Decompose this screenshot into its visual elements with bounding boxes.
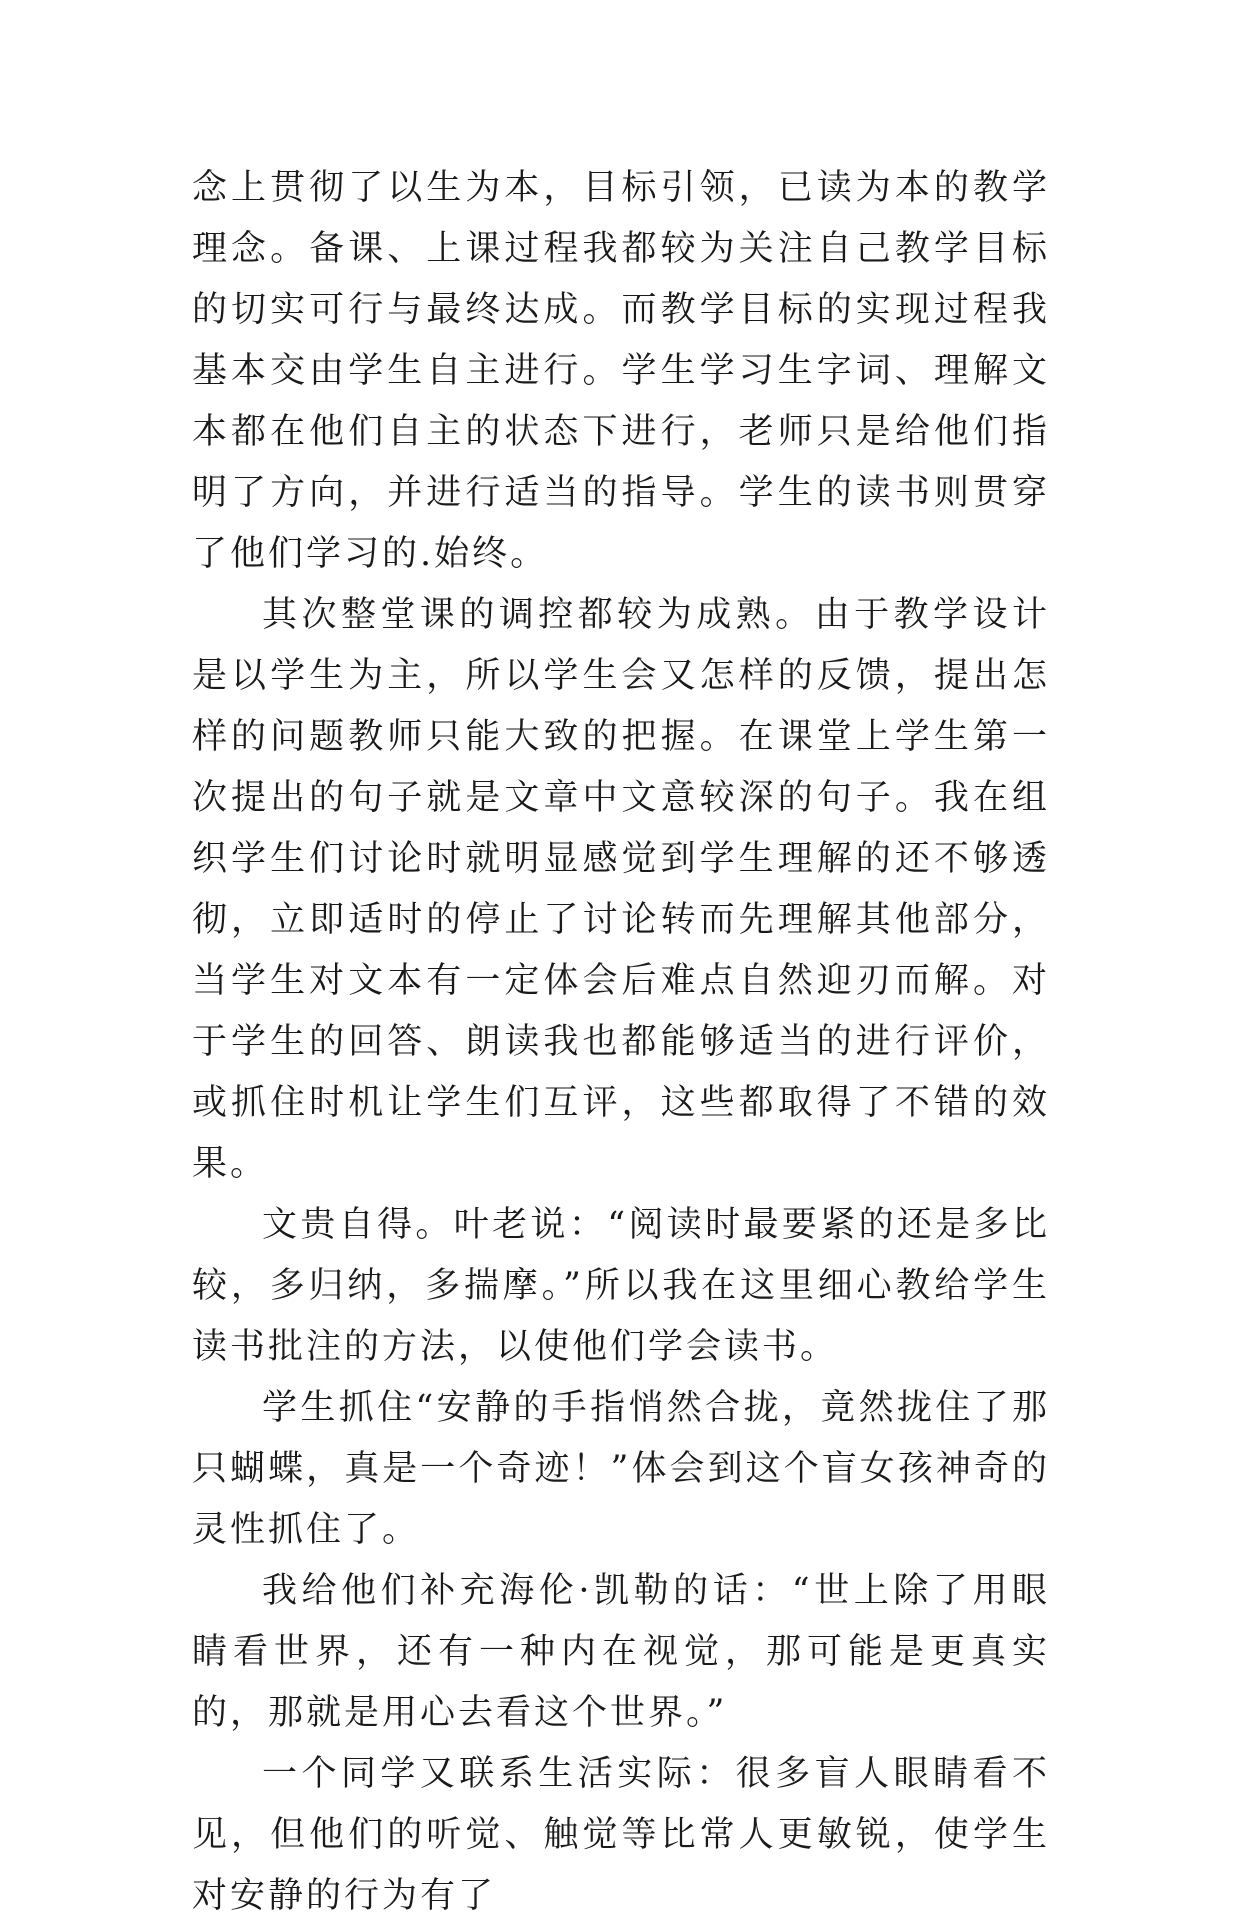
paragraph-3: 文贵自得。叶老说：“阅读时最要紧的还是多比较，多归纳，多揣摩。”所以我在这里细心教给学生读书批注的方法，以使他们学会读书。 (192, 1205, 1050, 1367)
document-body (192, 158, 1050, 1927)
paragraph-6: 一个同学又联系生活实际：很多盲人眼睛看不见，但他们的听觉、触觉等比常人更敏锐，使学生对安静的行为有了 (192, 1754, 1050, 1916)
paragraph-4: 学生抓住“安静的手指悄然合拢，竟然拢住了那只蝴蝶，真是一个奇迹！”体会到这个盲女孩神奇的灵性抓住了。 (192, 1388, 1050, 1550)
paragraph-5: 我给他们补充海伦·凯勒的话：“世上除了用眼睛看世界，还有一种内在视觉，那可能是更真实的，那就是用心去看这个世界。” (192, 1571, 1050, 1733)
paragraph-1: 念上贯彻了以生为本，目标引领，已读为本的教学理念。备课、上课过程我都较为关注自己教学目标的切实可行与最终达成。而教学目标的实现过程我基本交由学生自主进行。学生学习生字词、理解文本都在他们自主的状态下进行，老师只是给他们指明了方向，并进行适当的指导。学生的读书则贯穿了他们学习的.始终。 (192, 168, 1050, 574)
paragraph-2: 其次整堂课的调控都较为成熟。由于教学设计是以学生为主，所以学生会又怎样的反馈，提出怎样的问题教师只能大致的把握。在课堂上学生第一次提出的句子就是文章中文意较深的句子。我在组织学生们讨论时就明显感觉到学生理解的还不够透彻，立即适时的停止了讨论转而先理解其他部分，当学生对文本有一定体会后难点自然迎刃而解。对于学生的回答、朗读我也都能够适当的进行评价，或抓住时机让学生们互评，这些都取得了不错的效果。 (192, 595, 1050, 1184)
